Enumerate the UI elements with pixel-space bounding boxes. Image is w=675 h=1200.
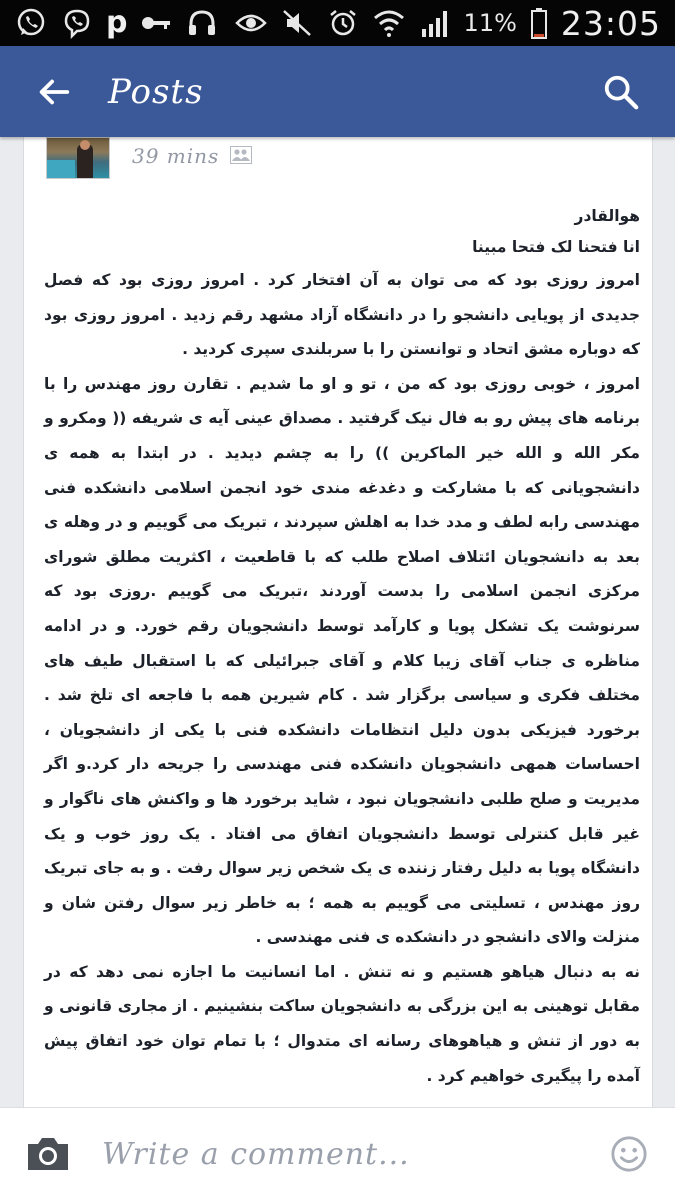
emoji-button[interactable]	[609, 1134, 649, 1174]
search-button[interactable]	[595, 66, 647, 118]
key-icon	[139, 6, 173, 40]
post-paragraph: انا فتحنا لک فتحا مبینا	[472, 238, 640, 256]
wifi-icon	[372, 6, 406, 40]
post-paragraph: امروز روزی بود که می توان به آن افتخار کرد . امروز روزی بود که فصل جدیدی از پویایی دانشجو را در دانشگاه آزاد مشهد رقم زدید . امروز روزی بود که دوباره مشق اتحاد و توانستن را با سربلندی سپری کردید .	[44, 271, 640, 359]
post-time[interactable]: 39 mins	[132, 144, 220, 168]
back-button[interactable]	[24, 62, 84, 122]
headphones-icon	[185, 6, 219, 40]
status-bar	[0, 0, 675, 46]
comment-input[interactable]	[102, 1129, 562, 1179]
comment-composer	[0, 1107, 675, 1200]
app-bar	[0, 46, 675, 137]
friends-icon	[230, 146, 252, 164]
post-card	[23, 137, 653, 1107]
camera-button[interactable]	[22, 1131, 74, 1177]
viber-icon	[60, 6, 94, 40]
battery-percent: 11%	[463, 9, 517, 37]
signal-icon	[418, 6, 452, 40]
whatsapp-icon	[14, 6, 48, 40]
search-icon	[602, 73, 640, 111]
arrow-left-icon	[35, 73, 73, 111]
alarm-icon	[326, 6, 360, 40]
smiley-icon	[610, 1135, 648, 1173]
page-title: Posts	[108, 71, 204, 112]
p-app-icon: p	[106, 5, 128, 40]
camera-icon	[24, 1134, 72, 1174]
mute-icon	[280, 6, 314, 40]
post-paragraph: هوالقادر	[574, 207, 640, 225]
post-scroll-area[interactable]	[0, 137, 675, 1107]
avatar[interactable]	[46, 137, 110, 179]
clock: 23:05	[560, 3, 661, 43]
post-text	[44, 201, 640, 1093]
post-paragraph: نه به دنبال هیاهو هستیم و نه تنش . اما انسانیت ما اجازه نمی دهد که در مقابل توهینی به این بزرگی به دانشجویان ساکت بنشینیم . از مجاری قانونی و به دور از تنش و هیاهوهای رسانه ای متدوال ؛ با تمام توان خود اتفاق پیش آمده را پیگیری خواهیم کرد .	[44, 962, 640, 1085]
post-paragraph: امروز ، خوبی روزی بود که من ، تو و او ما شدیم . تقارن روز مهندس را با برنامه های پیش رو به فال نیک گرفتید . مصداق عینی آیه ی شریفه (( ومکرو و مکر الله و الله خیر الماکرین )) را به چشم دیدید . در ابتدا به همه ی دانشجویانی که با مشارکت و دغدغه مندی خود انجمن اسلامی دانشکده فنی مهندسی رابه لطف و مدد خدا به اهلش سپردند ، تبریک می گوییم و در وهله ی بعد به دانشجویان ائتلاف اصلاح طلب که با قاطعیت ، اکثریت مطلق شورای مرکزی انجمن اسلامی را بدست آوردند ،تبریک می گوییم .روزی بود که سرنوشت یک تشکل پویا و کارآمد توسط دانشجویان رقم خورد. و در ادامه مناظره ی جناب آقای زیبا کلام و آقای جبرائیلی که با استقبال طیف های مختلف فکری و سیاسی برگزار شد . کام شیرین همه با فاجعه ای تلخ شد . برخورد فیزیکی بدون دلیل انتظامات دانشکده فنی با یکی از دانشجویان ، احساسات همهی دانشجویان دانشکده فنی مهندسی را جریحه دار کرد.و اگر مدیریت و صلح طلبی دانشجویان نبود ، شاید برخورد ها و واکنش های ناگوار و غیر قابل کنترلی توسط دانشجویان اتفاق می افتاد . یک روز خوب و یک دانشگاه پویا به دلیل رفتار زننده ی یک شخص زیر سوال رفت . و به جای تبریک روز مهندس ، تسلیتی می گوییم به همه ؛ به خاطر زیر سوال رفتن شان و منزلت والای دانشجو در دانشکده ی فنی مهندسی .	[44, 374, 640, 947]
battery-icon	[529, 6, 549, 40]
eye-icon	[234, 6, 268, 40]
